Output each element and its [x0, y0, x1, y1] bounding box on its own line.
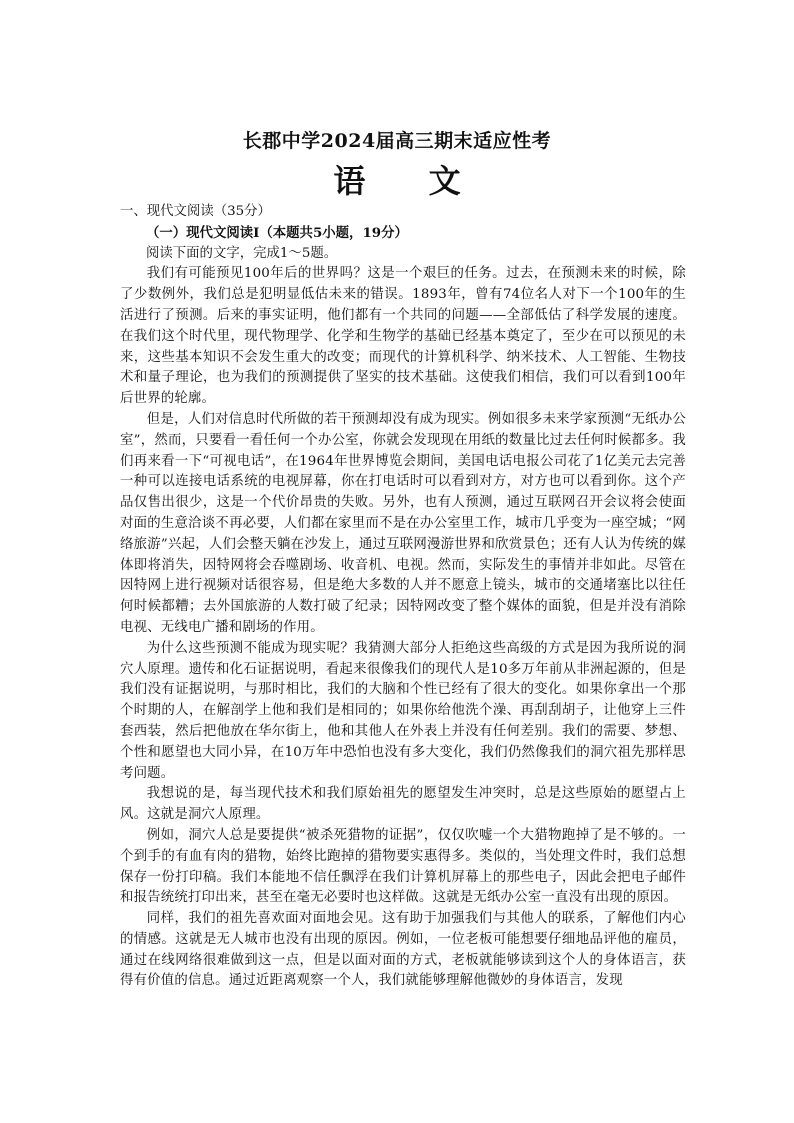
subject-title: 语 文 [333, 162, 487, 200]
reading-content [120, 202, 686, 992]
section-heading: 一、现代文阅读（35分） [120, 204, 271, 219]
paragraph-6: 同样，我们的祖先喜欢面对面地会见。这有助于加强我们与其他人的联系，了解他们内心的情感。这就是无人城市也没有出现的原因。例如，一位老板可能想要仔细地品评他的雇员，通过在线网络很难做到这一点，但是以面对面的方式，老板就能够读到这个人的身体语言，获得有价值的信息。通过近距离观察一个人，我们就能够理解他微妙的身体语言，发现 [120, 911, 686, 989]
exam-title: 长郡中学2024届高三期末适应性考 [242, 130, 552, 152]
paragraph-4: 我想说的是，每当现代技术和我们原始祖先的愿望发生冲突时，总是这些原始的愿望占上风。这就是洞穴人原理。 [120, 786, 686, 823]
paragraph-3: 为什么这些预测不能成为现实呢？我猜测大部分人拒绝这些高级的方式是因为我所说的洞穴人原理。遗传和化石证据说明，看起来很像我们的现代人是10多万年前从非洲起源的，但是我们没有证据说明，与那时相比，我们的大脑和个性已经有了很大的变化。如果你拿出一个那个时期的人，在解剖学上他和我们是相同的；如果你给他洗个澡、再刮刮胡子，让他穿上三件套西装，然后把他放在华尔街上，他和其他人在外表上并没有任何差别。我们的需要、梦想、个性和愿望也大同小异，在10万年中恐怕也没有多大变化，我们仍然像我们的洞穴祖先那样思考问题。 [120, 640, 686, 781]
paragraph-1: 我们有可能预见100年后的世界吗？这是一个艰巨的任务。过去，在预测未来的时候，除了少数例外，我们总是犯明显低估未来的错误。1893年，曾有74位名人对下一个100年的生活进行了预测。后来的事实证明，他们都有一个共同的问题——全部低估了科学发展的速度。在我们这个时代里，现代物理学、化学和生物学的基础已经基本奠定了，至少在可以预见的未来，这些基本知识不会发生重大的改变；而现代的计算机科学、纳米技术、人工智能、生物技术和量子理论，也为我们的预测提供了坚实的技术基础。这使我们相信，我们可以看到100年后世界的轮廓。 [120, 266, 686, 407]
paragraph-2: 但是，人们对信息时代所做的若干预测却没有成为现实。例如很多未来学家预测“无纸办公室”，然而，只要看一看任何一个办公室，你就会发现现在用纸的数量比过去任何时候都多。我们再来看一下“可视电话”，在1964年世界博览会期间，美国电话电报公司花了1亿美元去完善一种可以连接电话系统的电视屏幕，你在打电话时可以看到对方，对方也可以看到你。这个产品仅售出很少，这是一个代价昂贵的失败。另外，也有人预测，通过互联网召开会议将会使面对面的生意洽谈不再必要，人们都在家里而不是在办公室里工作，城市几乎变为一座空城；“网络旅游”兴起，人们会整天躺在沙发上，通过互联网漫游世界和欣赏景色；还有人认为传统的媒体即将消失，因特网将会吞噬剧场、收音机、电视。然而，实际发生的事情并非如此。尽管在因特网上进行视频对话很容易，但是绝大多数的人并不愿意上镜头，城市的交通堵塞比以往任何时候都糟；去外国旅游的人数打破了纪录；因特网改变了整个媒体的面貌，但是并没有消除电视、无线电广播和剧场的作用。 [120, 411, 686, 635]
subsection-heading: （一）现代文阅读Ⅰ（本题共5小题，19分） [146, 224, 408, 241]
paragraph-5: 例如，洞穴人总是要提供“被杀死猎物的证据”，仅仅吹嘘一个大猎物跑掉了是不够的。一个到手的有血有肉的猎物，始终比跑掉的猎物要实惠得多。类似的，当处理文件时，我们总想保存一份打印稿。我们本能地不信任飘浮在我们计算机屏幕上的那些电子，因此会把电子邮件和报告统统打印出来，甚至在毫无必要时也这样做。这就是无纸办公室一直没有出现的原因。 [120, 827, 686, 906]
reading-instruction: 阅读下面的文字，完成1～5题。 [146, 245, 338, 261]
